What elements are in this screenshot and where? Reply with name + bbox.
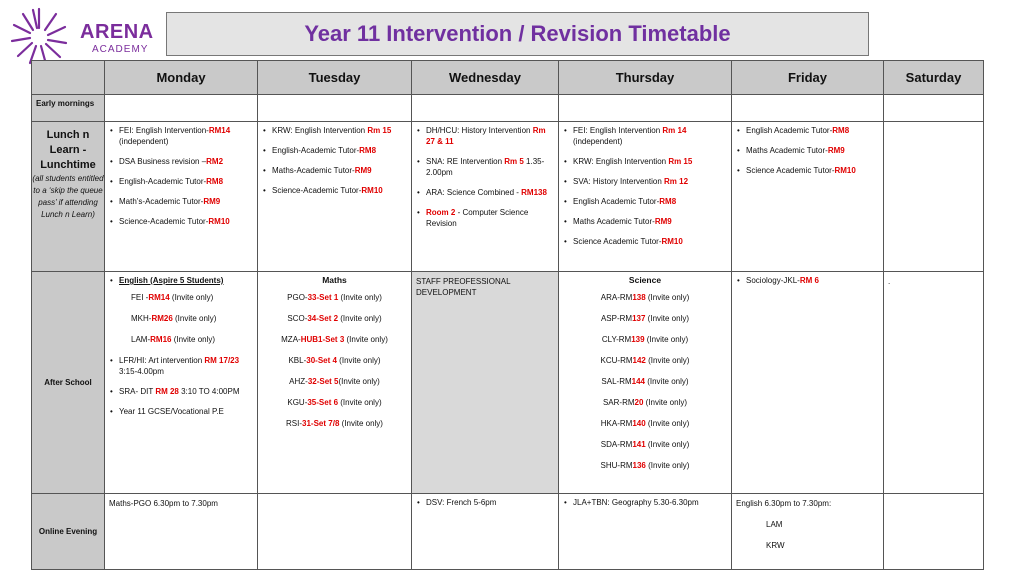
list-item: MZA-HUB1-Set 3 (Invite only) (281, 335, 388, 344)
list-item: • Science Academic Tutor-RM10 (573, 236, 727, 247)
list-item: • Sociology-JKL-RM 6 (746, 275, 879, 286)
cell-online-wed (412, 494, 559, 570)
cell-empty (105, 95, 258, 122)
list-item: • KRW: English Intervention Rm 15 (573, 156, 727, 167)
online-fri-title: English 6.30pm to 7.30pm: (736, 499, 832, 508)
online-fri-name: KRW (766, 541, 785, 550)
starburst-logo-icon (8, 6, 70, 68)
early-row (32, 95, 984, 122)
day-header: Friday (732, 61, 884, 95)
cell-online-mon (105, 494, 258, 570)
list-item: • Maths Academic Tutor-RM9 (573, 216, 727, 227)
staff-development-text: STAFF PREOFESSIONAL DEVELOPMENT (416, 277, 511, 297)
science-heading: Science (628, 275, 662, 285)
list-item: • English-Academic Tutor-RM8 (272, 145, 407, 156)
list-item: FEI -RM14 (Invite only) (131, 293, 214, 302)
list-item: ARA-RM138 (Invite only) (600, 293, 690, 302)
cell-online-thu (559, 494, 732, 570)
list-item: • DSA Business revision –RM2 (119, 156, 253, 167)
list-item: • KRW: English Intervention Rm 15 (272, 125, 407, 136)
row-label-lunch (32, 122, 105, 272)
cell-lunch-mon (105, 122, 258, 272)
row-label-early: Early mornings (32, 95, 105, 122)
logo-wordmark: ARENA (80, 21, 154, 43)
cell-lunch-thu (559, 122, 732, 272)
header-row (32, 61, 984, 95)
list-item: PGO-33-Set 1 (Invite only) (287, 293, 382, 302)
list-item: • Year 11 GCSE/Vocational P.E (119, 406, 253, 417)
list-item: • DH/HCU: History Intervention Rm 27 & 11 (426, 125, 554, 147)
online-fri-name: LAM (766, 520, 783, 529)
maths-heading: Maths (322, 275, 347, 285)
cell-lunch-wed (412, 122, 559, 272)
logo-subtitle: ACADEMY (92, 44, 149, 55)
cell-empty (884, 95, 984, 122)
cell-after-thu (559, 272, 732, 494)
english-heading: English (Aspire 5 Students) (119, 276, 224, 285)
day-header: Saturday (884, 61, 984, 95)
page-title: Year 11 Intervention / Revision Timetable (304, 21, 731, 46)
saturday-mark: . (888, 277, 891, 286)
list-item: SAR-RM20 (Invite only) (602, 398, 688, 407)
cell-empty (884, 122, 984, 272)
day-header: Tuesday (258, 61, 412, 95)
page-title-box (166, 12, 869, 56)
cell-after-fri (732, 272, 884, 494)
list-item: • Maths Academic Tutor-RM9 (746, 145, 879, 156)
timetable (31, 60, 984, 570)
list-item: • English Academic Tutor-RM8 (746, 125, 879, 136)
list-item: AHZ-32-Set 5(Invite only) (289, 377, 380, 386)
list-item: • English Academic Tutor-RM8 (573, 196, 727, 207)
list-item: SAL-RM144 (Invite only) (601, 377, 689, 386)
list-item: • Room 2 - Computer Science Revision (426, 207, 554, 229)
list-item: LAM-RM16 (Invite only) (131, 335, 216, 344)
cell-online-fri (732, 494, 884, 570)
list-item: • Science Academic Tutor-RM10 (746, 165, 879, 176)
cell-after-sat (884, 272, 984, 494)
list-item: SCO-34-Set 2 (Invite only) (287, 314, 382, 323)
cell-empty (258, 95, 412, 122)
list-item: • Science-Academic Tutor-RM10 (272, 185, 407, 196)
row-label-after: After School (32, 272, 105, 494)
cell-empty (412, 95, 559, 122)
list-item: • DSV: French 5-6pm (426, 497, 554, 508)
list-item: • FEI: English Intervention-RM14 (independent) (119, 125, 253, 147)
list-item: • FEI: English Intervention Rm 14 (independent) (573, 125, 727, 147)
online-row (32, 494, 984, 570)
cell-lunch-fri (732, 122, 884, 272)
lunch-note: (all students entitled to a ‘skip the queue pass’ if attending Lunch n Learn) (32, 174, 104, 219)
list-item: • LFR/HI: Art intervention RM 17/23 3:15-4.00pm (119, 355, 253, 377)
list-item: • Science-Academic Tutor-RM10 (119, 216, 253, 227)
list-item: HKA-RM140 (Invite only) (600, 419, 690, 428)
cell-after-mon (105, 272, 258, 494)
list-item: SHU-RM136 (Invite only) (600, 461, 690, 470)
list-item: ASP-RM137 (Invite only) (600, 314, 690, 323)
list-item: KGU-35-Set 6 (Invite only) (287, 398, 382, 407)
list-item: • SRA- DIT RM 28 3:10 TO 4:00PM (119, 386, 253, 397)
list-item: • Math’s-Academic Tutor-RM9 (119, 196, 253, 207)
day-header: Wednesday (412, 61, 559, 95)
list-item: CLY-RM139 (Invite only) (601, 335, 689, 344)
list-item: • JLA+TBN: Geography 5.30-6.30pm (573, 497, 727, 508)
online-mon-text: Maths-PGO 6.30pm to 7.30pm (109, 499, 218, 508)
list-item: • Maths-Academic Tutor-RM9 (272, 165, 407, 176)
academy-logo (8, 6, 158, 68)
lunch-title: Lunch n Learn - Lunchtime (40, 129, 96, 171)
list-item: MKH-RM26 (Invite only) (131, 314, 217, 323)
list-item: KBL-30-Set 4 (Invite only) (288, 356, 381, 365)
day-header: Thursday (559, 61, 732, 95)
corner-cell (32, 61, 105, 95)
lunch-row (32, 122, 984, 272)
cell-empty (559, 95, 732, 122)
list-item: RSI-31-Set 7/8 (Invite only) (286, 419, 383, 428)
list-item: • SVA: History Intervention Rm 12 (573, 176, 727, 187)
cell-after-tue (258, 272, 412, 494)
cell-empty (258, 494, 412, 570)
cell-empty (884, 494, 984, 570)
cell-lunch-tue (258, 122, 412, 272)
row-label-online: Online Evening (32, 494, 105, 570)
after-school-row (32, 272, 984, 494)
cell-empty (732, 95, 884, 122)
list-item: • English-Academic Tutor-RM8 (119, 176, 253, 187)
day-header: Monday (105, 61, 258, 95)
list-item: SDA-RM141 (Invite only) (600, 440, 690, 449)
list-item: KCU-RM142 (Invite only) (600, 356, 690, 365)
list-item: • ARA: Science Combined - RM138 (426, 187, 554, 198)
list-item: • SNA: RE Intervention Rm 5 1.35-2.00pm (426, 156, 554, 178)
cell-after-wed (412, 272, 559, 494)
